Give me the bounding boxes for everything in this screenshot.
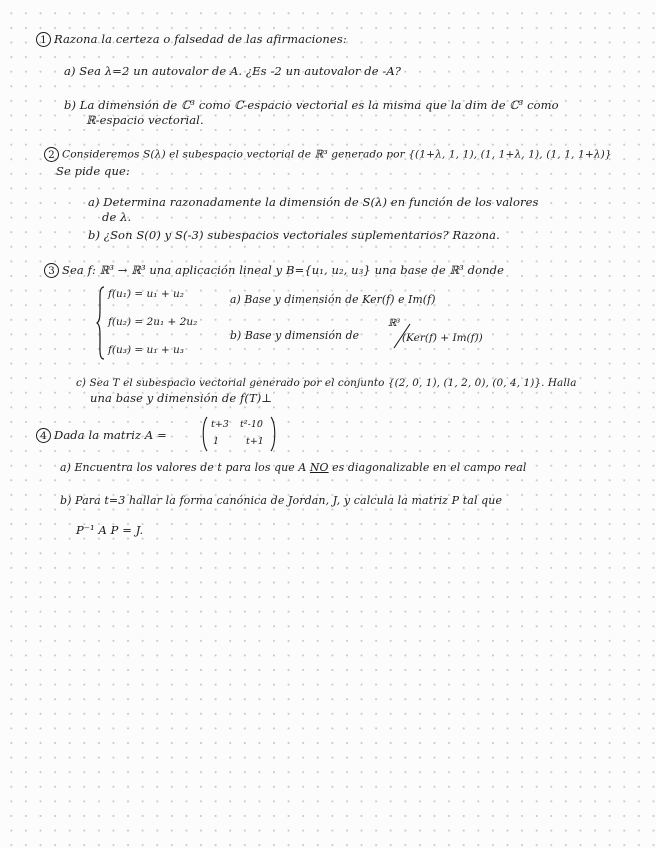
matrix-cell-1-1: t+3 (211, 419, 229, 430)
question-1-heading (36, 31, 347, 47)
question-4b-line-2: P⁻¹ A P = J. (76, 523, 144, 537)
question-2-number: 2 (44, 147, 59, 162)
question-4a-before: a) Encuentra los valores de t para los que A (60, 461, 310, 474)
question-4-text: Dada la matriz A = (54, 428, 167, 442)
question-1b-line-1: b) La dimensión de ℂ³ como ℂ-espacio vectorial es la misma que la dim de ℂ³ como (64, 98, 559, 112)
quotient-denominator: (Ker(f) + Im(f)) (402, 332, 483, 344)
question-1b-line-2: ℝ-espacio vectorial. (86, 113, 204, 127)
question-4-number: 4 (36, 428, 51, 443)
question-3a: a) Base y dimensión de Ker(f) e Im(f) (230, 293, 436, 306)
equation-1: f(u₁) = u₁ + u₂ (108, 288, 184, 300)
matrix-cell-2-2: t+1 (246, 436, 264, 447)
question-1-text: Razona la certeza o falsedad de las afirmaciones: (54, 32, 347, 46)
question-2a-line-1: a) Determina razonadamente la dimensión de S(λ) en función de los valores (88, 195, 539, 209)
question-1a: a) Sea λ=2 un autovalor de A. ¿Es -2 un autovalor de -A? (64, 64, 402, 78)
question-4-heading (36, 427, 167, 443)
question-3b: b) Base y dimensión de (230, 329, 360, 342)
question-4a-underlined: NO (309, 461, 329, 474)
matrix-cell-1-2: t²-10 (240, 419, 263, 430)
question-2-text-line-2: Se pide que: (56, 164, 130, 178)
matrix-right-paren (270, 416, 276, 452)
question-3-number: 3 (44, 263, 59, 278)
equation-system (96, 286, 226, 360)
question-4a (60, 461, 526, 475)
question-3c-line-2: una base y dimensión de f(T)⊥ (90, 391, 273, 405)
quotient-space (388, 318, 508, 356)
matrix-left-paren (202, 416, 208, 452)
question-2a-line-2: de λ. (102, 210, 132, 224)
matrix-cell-2-1: 1 (213, 436, 220, 447)
question-4b-line-1: b) Para t=3 hallar la forma canónica de Jordan, J, y calcula la matriz P tal que (60, 494, 503, 507)
equation-3: f(u₃) = u₁ + u₃ (108, 344, 184, 356)
left-brace (96, 286, 106, 360)
question-4a-after: es diagonalizable en el campo real (328, 461, 527, 474)
question-3c-line-1: c) Sea T el subespacio vectorial generado por el conjunto {(2, 0, 1), (1, 2, 0), (0, 4, 1)}. Halla (76, 377, 577, 389)
question-3-text: Sea f: ℝ³ → ℝ³ una aplicación lineal y B={u₁, u₂, u₃} una base de ℝ³ donde (62, 263, 504, 277)
question-2-text-line-1: Consideremos S(λ) el subespacio vectorial de ℝ³ generado por {(1+λ, 1, 1), (1, 1+λ, 1), (1, 1, 1+λ)} (62, 148, 612, 161)
quotient-numerator: ℝ³ (388, 318, 401, 329)
question-3-heading (44, 262, 504, 278)
question-1-number: 1 (36, 32, 51, 47)
equation-2: f(u₂) = 2u₁ + 2u₂ (108, 316, 198, 328)
question-2b: b) ¿Son S(0) y S(-3) subespacios vectoriales suplementarios? Razona. (88, 228, 500, 242)
question-2-heading (44, 147, 612, 162)
matrix-a (202, 416, 278, 452)
